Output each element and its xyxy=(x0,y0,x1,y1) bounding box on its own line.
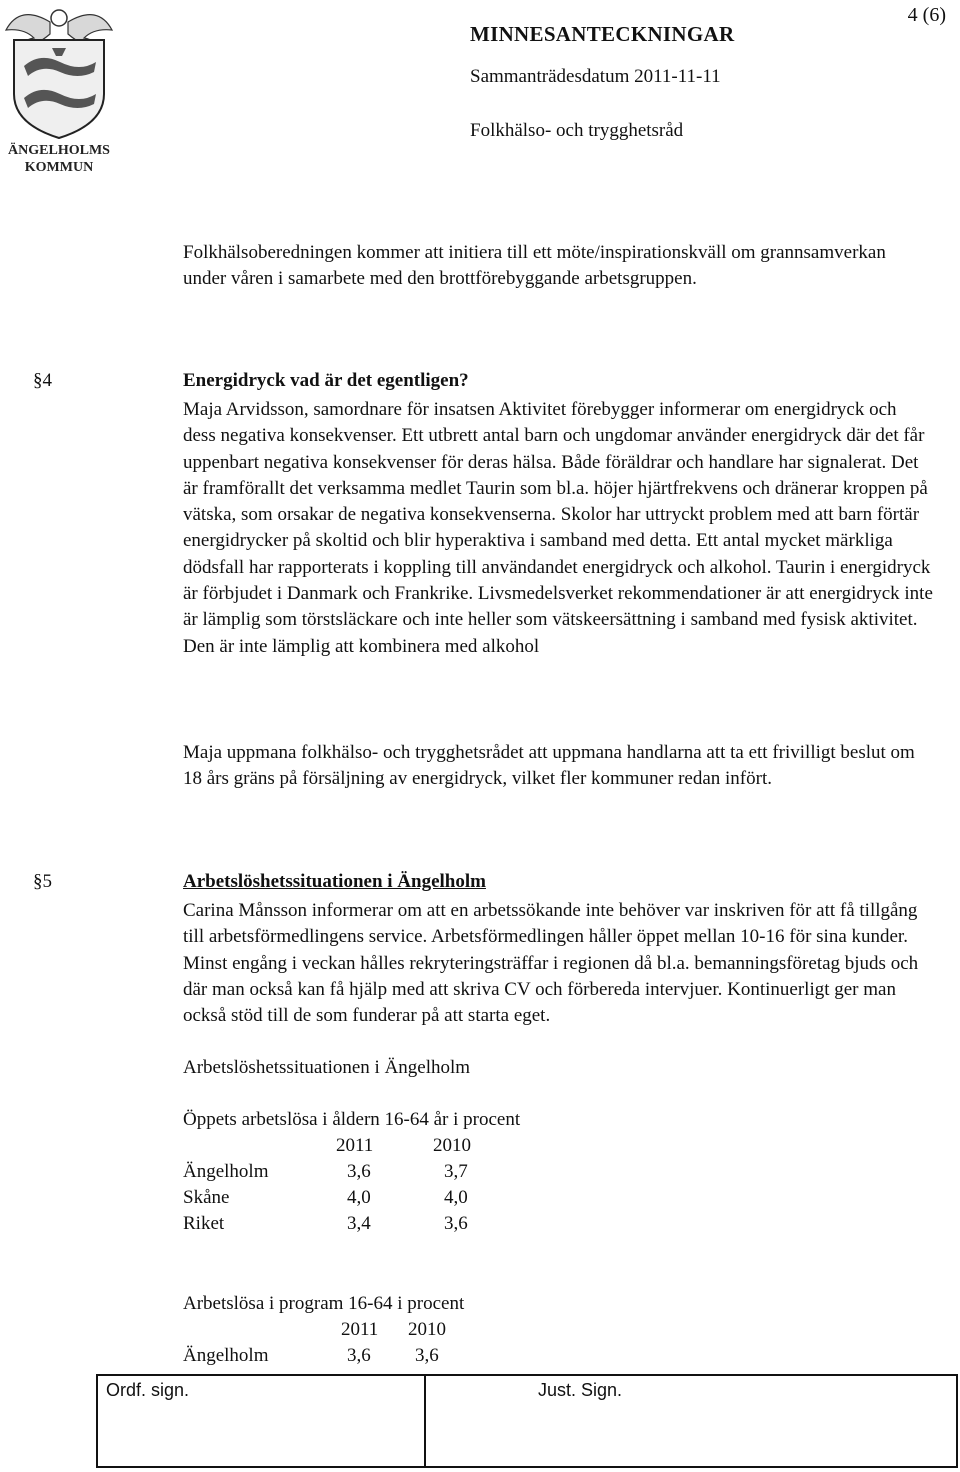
section-5-body: Carina Månsson informerar om att en arbetssökande inte behöver var inskriven för att få tillgång till arbetsförmedlingens service. Arbetsförmedlingen håller öppet mellan 10-16 för sina kunder. Minst engång i veckan hålles rekryteringsträffar i regionen då bl.a. bemanningsföretag bjuds och där man också kan få hjälp med att skriva CV och förbereda intervjuer. Kontinuerligt ger man också stöd till de som funderar på att starta eget. xyxy=(183,900,919,1027)
table-row xyxy=(183,1159,503,1185)
signature-box xyxy=(96,1374,958,1468)
committee-name: Folkhälso- och trygghetsråd xyxy=(470,120,684,141)
table-row xyxy=(183,1211,503,1237)
meeting-date: Sammanträdesdatum 2011-11-11 xyxy=(470,66,721,87)
value-2011: 3,6 xyxy=(347,1345,371,1366)
svg-text:KOMMUN: KOMMUN xyxy=(24,160,94,175)
row-label: Riket xyxy=(183,1213,225,1234)
signature-divider xyxy=(424,1376,426,1466)
table-row xyxy=(183,1343,483,1369)
table-2-header-row xyxy=(183,1317,483,1343)
section-4-body: Maja Arvidsson, samordnare för insatsen Aktivitet förebygger informerar om energidryck och dess negativa konsekvenser. Ett utbrett antal barn och ungdomar använder energidryck där det får uppenbart negativa konsekvenser för deras hälsa. Både föräldrar och handlare har signalerat. Det är framförallt det verksamma medlet Taurin som bl.a. höjer hjärtfrekvens och dränerar kroppen på vätska, som orsakar de negativa konsekvenserna. Skolor har uttryckt problem med att barn förtär energidrycker på skoltid och blir hyperaktiva i samband med detta. Ett antal mycket märkliga dödsfall har rapporterats i koppling till användandet energidryck och alkohol. Taurin i energidryck är förbjudet i Danmark och Frankrike. Livsmedelsverket rekommendationer är att energidryck inte är lämplig som törstsläckare och inte heller som vätskeersättning i samband med fysisk aktivitet. Den är inte lämplig att kombinera med alkohol xyxy=(183,399,933,657)
value-2010: 3,6 xyxy=(415,1345,439,1366)
coat-of-arms-icon xyxy=(0,0,118,180)
intro-paragraph: Folkhälsoberedningen kommer att initiera till ett möte/inspirationskväll om grannsamverkan under våren i samarbete med den brottförebyggande arbetsgruppen. xyxy=(183,242,886,290)
row-label: Skåne xyxy=(183,1187,230,1208)
section-4-heading: Energidryck vad är det egentligen? xyxy=(183,370,469,391)
table-1-header-row xyxy=(183,1133,503,1159)
table-1-col-2010: 2010 xyxy=(433,1135,471,1156)
row-label: Ängelholm xyxy=(183,1161,269,1182)
municipality-logo xyxy=(0,0,118,180)
section-5-heading: Arbetslöshetssituationen i Ängelholm xyxy=(183,871,486,892)
section-4-mark: §4 xyxy=(33,370,52,391)
value-2011: 3,4 xyxy=(347,1213,371,1234)
value-2011: 3,6 xyxy=(347,1161,371,1182)
section-4-body-2: Maja uppmana folkhälso- och trygghetsrådet att uppmana handlarna att ta ett frivilligt beslut om 18 års gräns på försäljning av energidryck, vilket fler kommuner redan infört. xyxy=(183,742,915,790)
table-2-col-2010: 2010 xyxy=(408,1319,446,1340)
section-5-mark: §5 xyxy=(33,871,52,892)
table-2-caption: Arbetslösa i program 16-64 i procent xyxy=(183,1293,465,1314)
row-label: Ängelholm xyxy=(183,1345,269,1366)
value-2011: 4,0 xyxy=(347,1187,371,1208)
table-1-col-2011: 2011 xyxy=(336,1135,374,1156)
value-2010: 3,7 xyxy=(444,1161,468,1182)
document-title: MINNESANTECKNINGAR xyxy=(470,22,735,46)
svg-text:ÄNGELHOLMS: ÄNGELHOLMS xyxy=(8,143,110,158)
value-2010: 4,0 xyxy=(444,1187,468,1208)
table-1-caption: Öppets arbetslösa i åldern 16-64 år i procent xyxy=(183,1109,521,1130)
table-2-col-2011: 2011 xyxy=(341,1319,379,1340)
page-number: 4 (6) xyxy=(907,4,946,26)
value-2010: 3,6 xyxy=(444,1213,468,1234)
ordf-sign-label: Ordf. sign. xyxy=(106,1380,190,1400)
section-5-subheading: Arbetslöshetssituationen i Ängelholm xyxy=(183,1057,471,1078)
table-row xyxy=(183,1185,503,1211)
just-sign-label: Just. Sign. xyxy=(538,1380,623,1400)
